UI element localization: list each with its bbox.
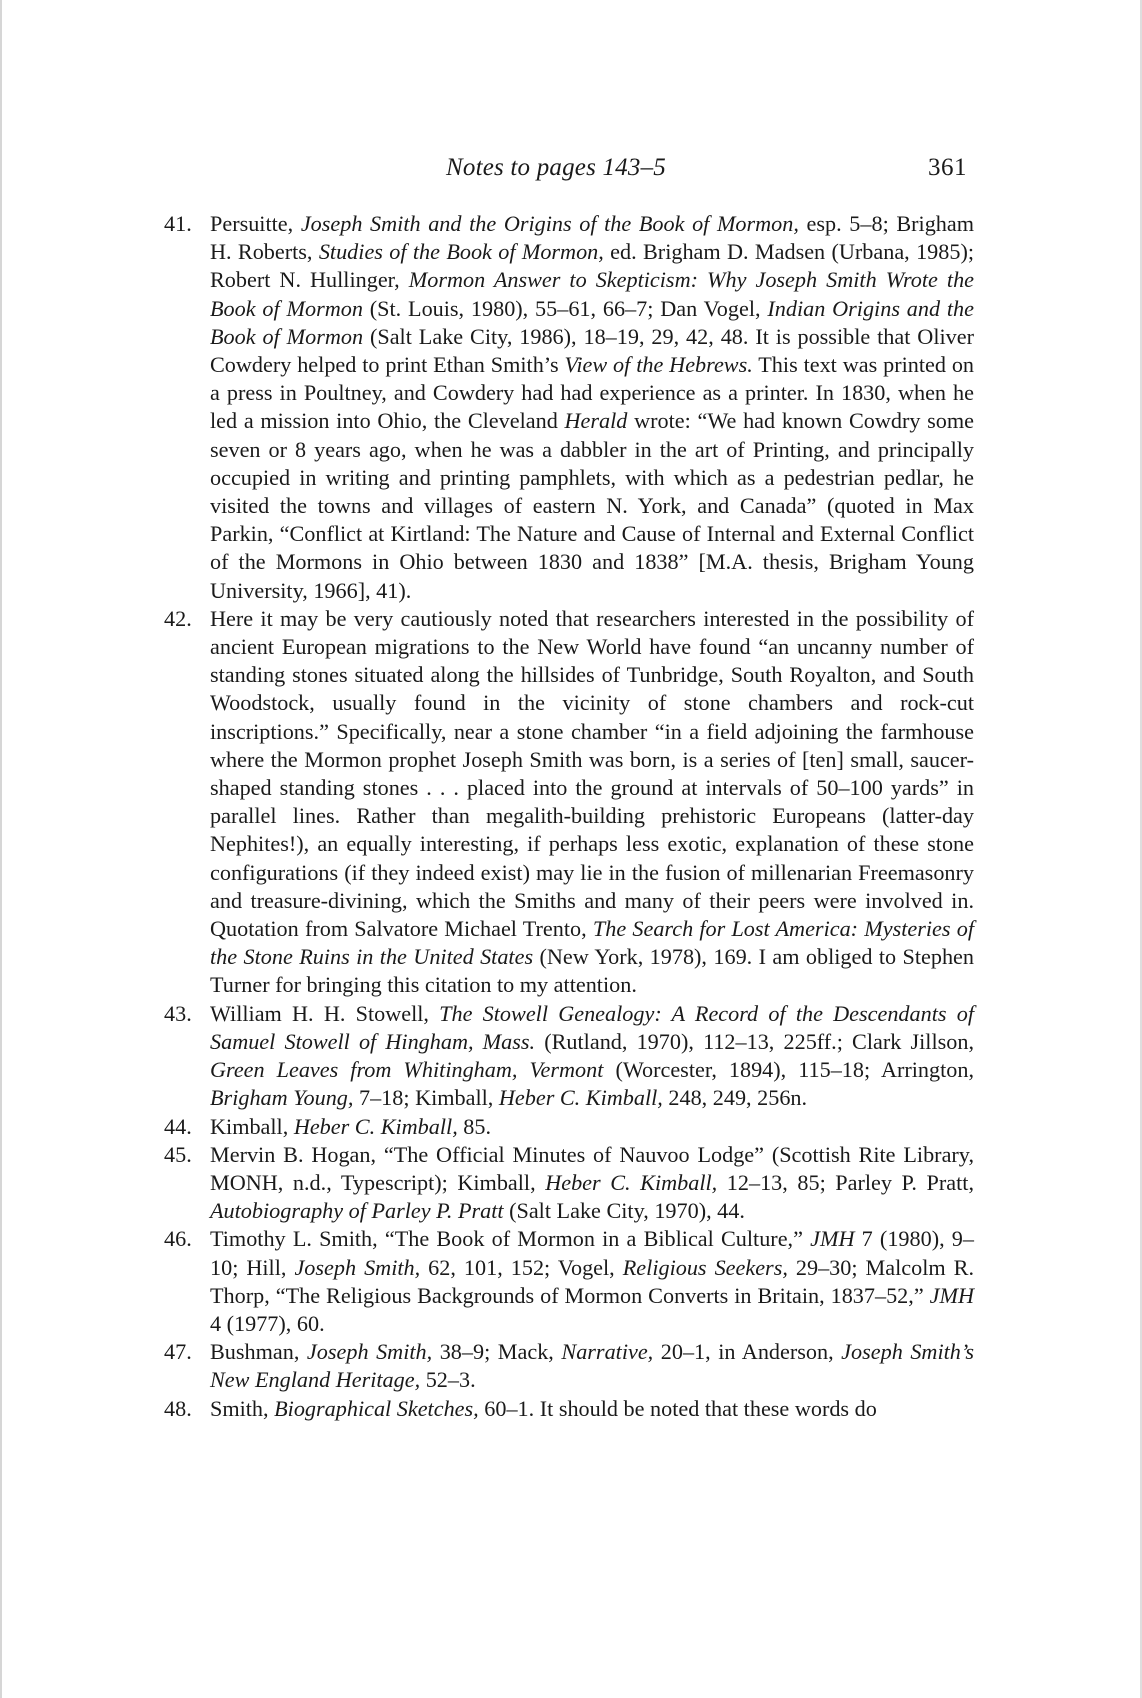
italic-title-text: Green Leaves from Whitingham, Vermont — [210, 1057, 604, 1083]
italic-title-text: Herald — [564, 408, 628, 434]
note-text-segment: 7 (1980), 9–10; Hill, — [210, 1226, 974, 1280]
endnote-48 — [164, 1395, 974, 1423]
running-head — [0, 154, 1142, 184]
note-number: 48. — [164, 1395, 192, 1421]
endnote-45 — [164, 1141, 974, 1226]
note-text-segment: (New York, 1978), 169. I am obliged to Stephen Turner for bringing this citation to my attention. — [210, 944, 974, 998]
italic-title-text: Religious Seekers, — [622, 1254, 788, 1280]
italic-title-text: Joseph Smith’s New England Heritage, — [210, 1339, 975, 1393]
note-text-segment: (St. Louis, 1980), 55–61, 66–7; Dan Vogel, — [362, 295, 768, 321]
italic-title-text: Joseph Smith and the Origins of the Book of Mormon, — [300, 211, 799, 236]
italic-title-text: Joseph Smith, — [306, 1339, 433, 1365]
note-number: 44. — [164, 1113, 192, 1139]
note-text-segment: esp. 5–8; Brigham H. Roberts, — [210, 211, 974, 265]
note-text-segment: 62, 101, 152; Vogel, — [420, 1254, 623, 1280]
endnote-43 — [164, 1000, 974, 1113]
note-text-segment: 20–1, in Anderson, — [653, 1339, 842, 1365]
note-text — [210, 210, 974, 605]
note-text-segment: 7–18; Kimball, — [353, 1085, 499, 1111]
note-text-segment: Kimball, — [210, 1113, 294, 1139]
italic-title-text: Heber C. Kimball, — [545, 1169, 718, 1195]
note-text — [210, 1395, 974, 1423]
note-text — [210, 605, 974, 1000]
note-text-segment: 52–3. — [420, 1367, 476, 1393]
note-text — [210, 1113, 974, 1141]
italic-title-text: Biographical Sketches, — [274, 1395, 479, 1421]
note-text-segment: (Salt Lake City, 1986), 18–19, 29, 42, 48. It is possible that Oliver Cowdery helped to print Ethan Smith’s — [210, 323, 974, 378]
note-text-segment: Timothy L. Smith, “The Book of Mormon in a Biblical Culture,” — [210, 1226, 811, 1252]
italic-title-text: View of the Hebrews. — [564, 352, 753, 378]
note-number: 42. — [164, 605, 192, 631]
note-text-segment: 248, 249, 256n. — [662, 1085, 808, 1111]
italic-title-text: JMH — [929, 1282, 974, 1308]
note-text-segment: 4 (1977), 60. — [210, 1310, 325, 1336]
note-text-segment: 12–13, 85; Parley P. Pratt, — [717, 1169, 975, 1195]
note-text-segment: Persuitte, — [210, 211, 301, 236]
note-text — [210, 1000, 974, 1113]
note-text-segment: wrote: “We had known Cowdry some seven or 8 years ago, when he was a dabbler in the art of Printing, and principally occupied in writing and printing pamphlets, with which as a pedestrian pedlar, he visited the towns and villages of eastern N. York, and Canada” (quoted in Max Parkin, “Conflict at Kirtland: The Nature and Cause of Internal and External Conflict of the Mormons in Ohio between 1830 and 1838” [M.A. thesis, Brigham Young University, 1966], 41). — [210, 408, 974, 603]
note-text-segment: Smith, — [210, 1395, 275, 1421]
italic-title-text: Joseph Smith, — [294, 1254, 421, 1280]
note-number: 46. — [164, 1226, 192, 1252]
note-text — [210, 1338, 974, 1394]
italic-title-text: JMH — [810, 1226, 855, 1252]
italic-title-text: The Search for Lost America: Mysteries of the Stone Ruins in the United States — [210, 916, 974, 970]
endnotes-list — [164, 210, 974, 1423]
page-edge-left — [0, 0, 2, 1698]
note-text-segment: 60–1. It should be noted that these words do — [478, 1395, 877, 1421]
italic-title-text: Mormon Answer to Skepticism: Why Joseph Smith Wrote the Book of Mormon — [210, 267, 975, 321]
italic-title-text: Narrative, — [561, 1339, 654, 1365]
note-text-segment: 38–9; Mack, — [432, 1339, 562, 1365]
endnote-41 — [164, 210, 974, 605]
note-text-segment: Here it may be very cautiously noted that researchers interested in the possibility of ancient European migrations to the New World have found “an uncanny number of standing stones situated along the hillsides of Tunbridge, South Royalton, and South Woodstock, usually found in the vicinity of stone chambers and rock-cut inscriptions.” Specifically, near a stone chamber “in a field adjoining the farmhouse where the Mormon prophet Joseph Smith was born, is a series of [ten] small, saucer-shaped standing stones . . . placed into the ground at intervals of 50–100 yards” in parallel lines. Rather than megalith-building prehistoric Europeans (latter-day Nephites!), an equally interesting, if perhaps less exotic, explanation of these stone configurations (if they indeed exist) may lie in the fusion of millenarian Freemasonry and treasure-divining, which the Smiths and many of their peers were involved in. Quotation from Salvatore Michael Trento, — [210, 605, 974, 942]
italic-title-text: The Stowell Genealogy: A Record of the Descendants of Samuel Stowell of Hingham, Mass. — [210, 1000, 974, 1054]
note-text-segment: William H. H. Stowell, — [210, 1000, 440, 1026]
italic-title-text: Autobiography of Parley P. Pratt — [210, 1198, 504, 1224]
note-text-segment: (Salt Lake City, 1970), 44. — [503, 1198, 745, 1224]
note-number: 43. — [164, 1000, 192, 1026]
note-number: 47. — [164, 1339, 192, 1365]
note-text — [210, 1141, 974, 1226]
note-number: 41. — [164, 211, 192, 236]
note-text — [210, 1225, 974, 1338]
italic-title-text: Studies of the Book of Mormon, — [318, 239, 604, 265]
note-text-segment: Bushman, — [210, 1339, 307, 1365]
note-text-segment: (Rutland, 1970), 112–13, 225ff.; Clark Jillson, — [535, 1028, 974, 1054]
italic-title-text: Indian Origins and the Book of Mormon — [210, 295, 974, 349]
note-text-segment: This text was printed on a press in Poultney, and Cowdery had had experience as a printer. In 1830, when he led a mission into Ohio, the Cleveland — [210, 352, 975, 434]
note-number: 45. — [164, 1141, 192, 1167]
running-title: Notes to pages 143–5 — [446, 154, 666, 181]
page-number: 361 — [928, 154, 967, 181]
italic-title-text: Heber C. Kimball, — [498, 1085, 663, 1111]
endnote-46 — [164, 1225, 974, 1338]
endnote-44 — [164, 1113, 974, 1141]
note-text-segment: Mervin B. Hogan, “The Official Minutes of Nauvoo Lodge” (Scottish Rite Library, MONH, n.d., Typescript); Kimball, — [210, 1141, 974, 1195]
note-text-segment: (Worcester, 1894), 115–18; Arrington, — [603, 1057, 975, 1083]
note-text-segment: 29–30; Malcolm R. Thorp, “The Religious Backgrounds of Mormon Converts in Britain, 1837–52,” — [210, 1254, 974, 1308]
note-text-segment: 85. — [457, 1113, 492, 1139]
note-text-segment: ed. Brigham D. Madsen (Urbana, 1985); Robert N. Hullinger, — [210, 239, 974, 293]
italic-title-text: Brigham Young, — [210, 1085, 354, 1111]
italic-title-text: Heber C. Kimball, — [293, 1113, 458, 1139]
endnote-47 — [164, 1338, 974, 1394]
endnote-42 — [164, 605, 974, 1000]
